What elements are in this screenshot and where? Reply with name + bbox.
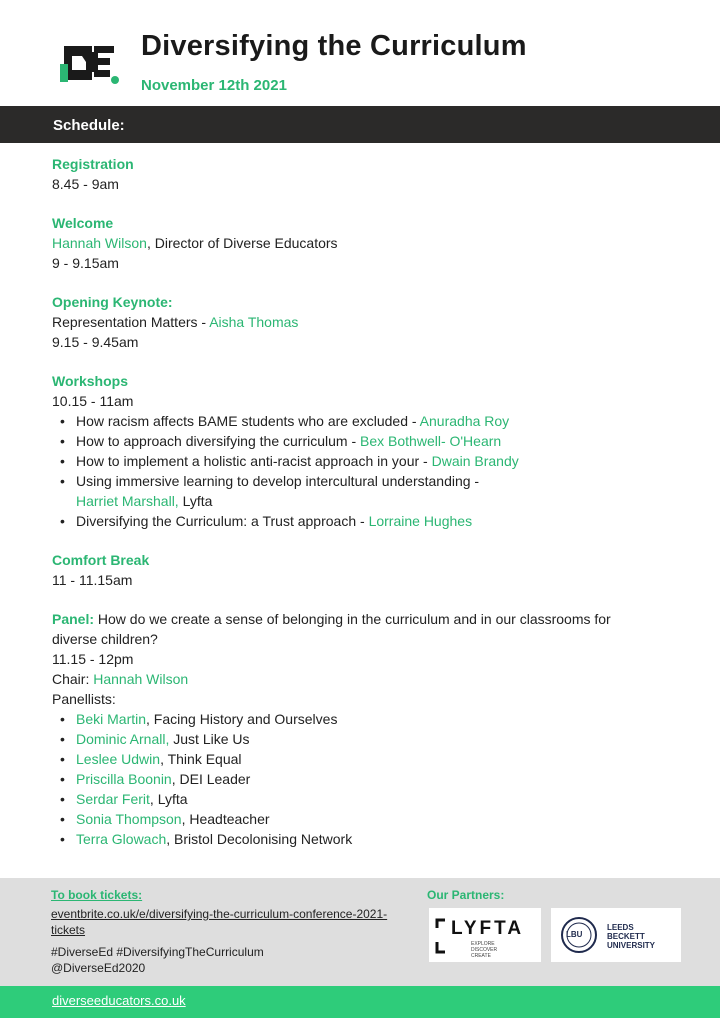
chair-name: Hannah Wilson: [93, 671, 189, 687]
workshop-speaker: Dwain Brandy: [431, 453, 519, 469]
comfort-heading: Comfort Break: [52, 552, 150, 568]
leeds-beckett-logo: [551, 908, 681, 962]
list-item: [52, 769, 692, 789]
lyfta-tagline: [471, 941, 497, 959]
welcome-time: 9 - 9.15am: [52, 255, 119, 271]
schedule-label: Schedule:: [53, 117, 125, 134]
chair-label: Chair:: [52, 671, 94, 687]
workshop-org: Lyfta: [178, 493, 213, 509]
panellist-name: Serdar Ferit: [76, 791, 150, 807]
workshop-speaker: Lorraine Hughes: [368, 513, 473, 529]
panel-section: [52, 609, 692, 849]
lyfta-wordmark: LYFTA: [451, 918, 525, 939]
page-title: Diversifying the Curriculum: [141, 30, 527, 62]
keynote-talk: Representation Matters -: [52, 314, 210, 330]
panellist-org: , Think Equal: [160, 751, 242, 767]
welcome-role: , Director of Diverse Educators: [146, 235, 338, 251]
list-item: [52, 411, 692, 431]
workshop-speaker: Anuradha Roy: [419, 413, 510, 429]
list-item: [52, 829, 692, 849]
workshop-title: How racism affects BAME students who are excluded -: [76, 413, 420, 429]
lbu-wordmark: [607, 923, 655, 950]
partners-label: Our Partners:: [427, 888, 505, 902]
panellist-name: Beki Martin: [76, 711, 147, 727]
social-tags: [51, 944, 264, 976]
panellist-org: Just Like Us: [169, 731, 250, 747]
website-bar: [0, 986, 720, 1018]
registration-time: 8.45 - 9am: [52, 176, 119, 192]
lyfta-tag: DISCOVER: [471, 947, 498, 953]
panellist-name: Leslee Udwin: [76, 751, 161, 767]
list-item: [52, 709, 692, 729]
keynote-heading: Opening Keynote:: [52, 294, 173, 310]
list-item: [52, 511, 692, 531]
keynote-section: [52, 292, 692, 352]
comfort-time: 11 - 11.15am: [52, 572, 133, 588]
workshop-title: Diversifying the Curriculum: a Trust approach -: [76, 513, 369, 529]
eventbrite-link[interactable]: eventbrite.co.uk/e/diversifying-the-curriculum-conference-2021-tickets: [51, 907, 388, 937]
panellist-name: Priscilla Boonin: [76, 771, 172, 787]
workshops-list: [52, 411, 692, 531]
panellist-name: Terra Glowach: [76, 831, 167, 847]
hashtags: #DiverseEd #DiversifyingTheCurriculum: [51, 945, 264, 959]
list-item: [52, 749, 692, 769]
list-item: [52, 451, 692, 471]
list-item: [52, 809, 692, 829]
workshop-title: How to implement a holistic anti-racist approach in your -: [76, 453, 432, 469]
lbu-line: UNIVERSITY: [607, 941, 656, 950]
lyfta-tag: EXPLORE: [471, 941, 495, 947]
workshop-title: How to approach diversifying the curriculum -: [76, 433, 361, 449]
panellists-list: [52, 709, 692, 849]
twitter-handle: @DiverseEd2020: [51, 961, 146, 975]
list-item: [52, 789, 692, 809]
schedule-content: [52, 154, 692, 868]
workshop-speaker: Harriet Marshall,: [76, 493, 179, 509]
footer: [0, 878, 720, 986]
workshops-section: [52, 371, 692, 531]
panellist-name: Sonia Thompson: [76, 811, 182, 827]
workshops-time: 10.15 - 11am: [52, 393, 134, 409]
workshops-heading: Workshops: [52, 373, 128, 389]
panellist-name: Dominic Arnall,: [76, 731, 170, 747]
panellist-org: , Facing History and Ourselves: [146, 711, 338, 727]
lyfta-tag: CREATE: [471, 953, 491, 959]
book-tickets-link[interactable]: To book tickets:: [51, 888, 143, 902]
lbu-mark: LBU: [566, 930, 583, 939]
panellists-label: Panellists:: [52, 691, 116, 707]
registration-heading: Registration: [52, 156, 134, 172]
panellist-org: , Headteacher: [181, 811, 270, 827]
welcome-section: [52, 213, 692, 273]
keynote-time: 9.15 - 9.45am: [52, 334, 139, 350]
registration-section: [52, 154, 692, 194]
event-date: November 12th 2021: [141, 77, 287, 94]
welcome-speaker-line: [52, 233, 692, 253]
panellist-org: , Lyfta: [149, 791, 188, 807]
panel-question-line: [52, 609, 612, 649]
lbu-line: LEEDS: [607, 923, 634, 932]
diverse-educators-logo: [58, 42, 120, 88]
list-item: [52, 729, 692, 749]
welcome-speaker: Hannah Wilson: [52, 235, 147, 251]
panel-time: 11.15 - 12pm: [52, 651, 134, 667]
lyfta-logo: [429, 908, 541, 962]
list-item: [52, 471, 692, 511]
workshop-title: Using immersive learning to develop intercultural understanding -: [76, 473, 480, 489]
schedule-bar: [0, 106, 720, 143]
panel-question: How do we create a sense of belonging in the curriculum and in our classrooms for diverse children?: [52, 611, 611, 647]
comfort-break-section: [52, 550, 692, 590]
lbu-line: BECKETT: [607, 932, 645, 941]
keynote-speaker: Aisha Thomas: [209, 314, 299, 330]
panellist-org: , DEI Leader: [171, 771, 251, 787]
panel-heading: Panel:: [52, 611, 95, 627]
header: [0, 0, 720, 104]
workshop-speaker: Bex Bothwell- O'Hearn: [360, 433, 502, 449]
welcome-heading: Welcome: [52, 215, 114, 231]
keynote-line: [52, 312, 692, 332]
list-item: [52, 431, 692, 451]
panel-chair-line: [52, 669, 692, 689]
panellist-org: , Bristol Decolonising Network: [166, 831, 353, 847]
website-link[interactable]: diverseeducators.co.uk: [52, 993, 186, 1008]
